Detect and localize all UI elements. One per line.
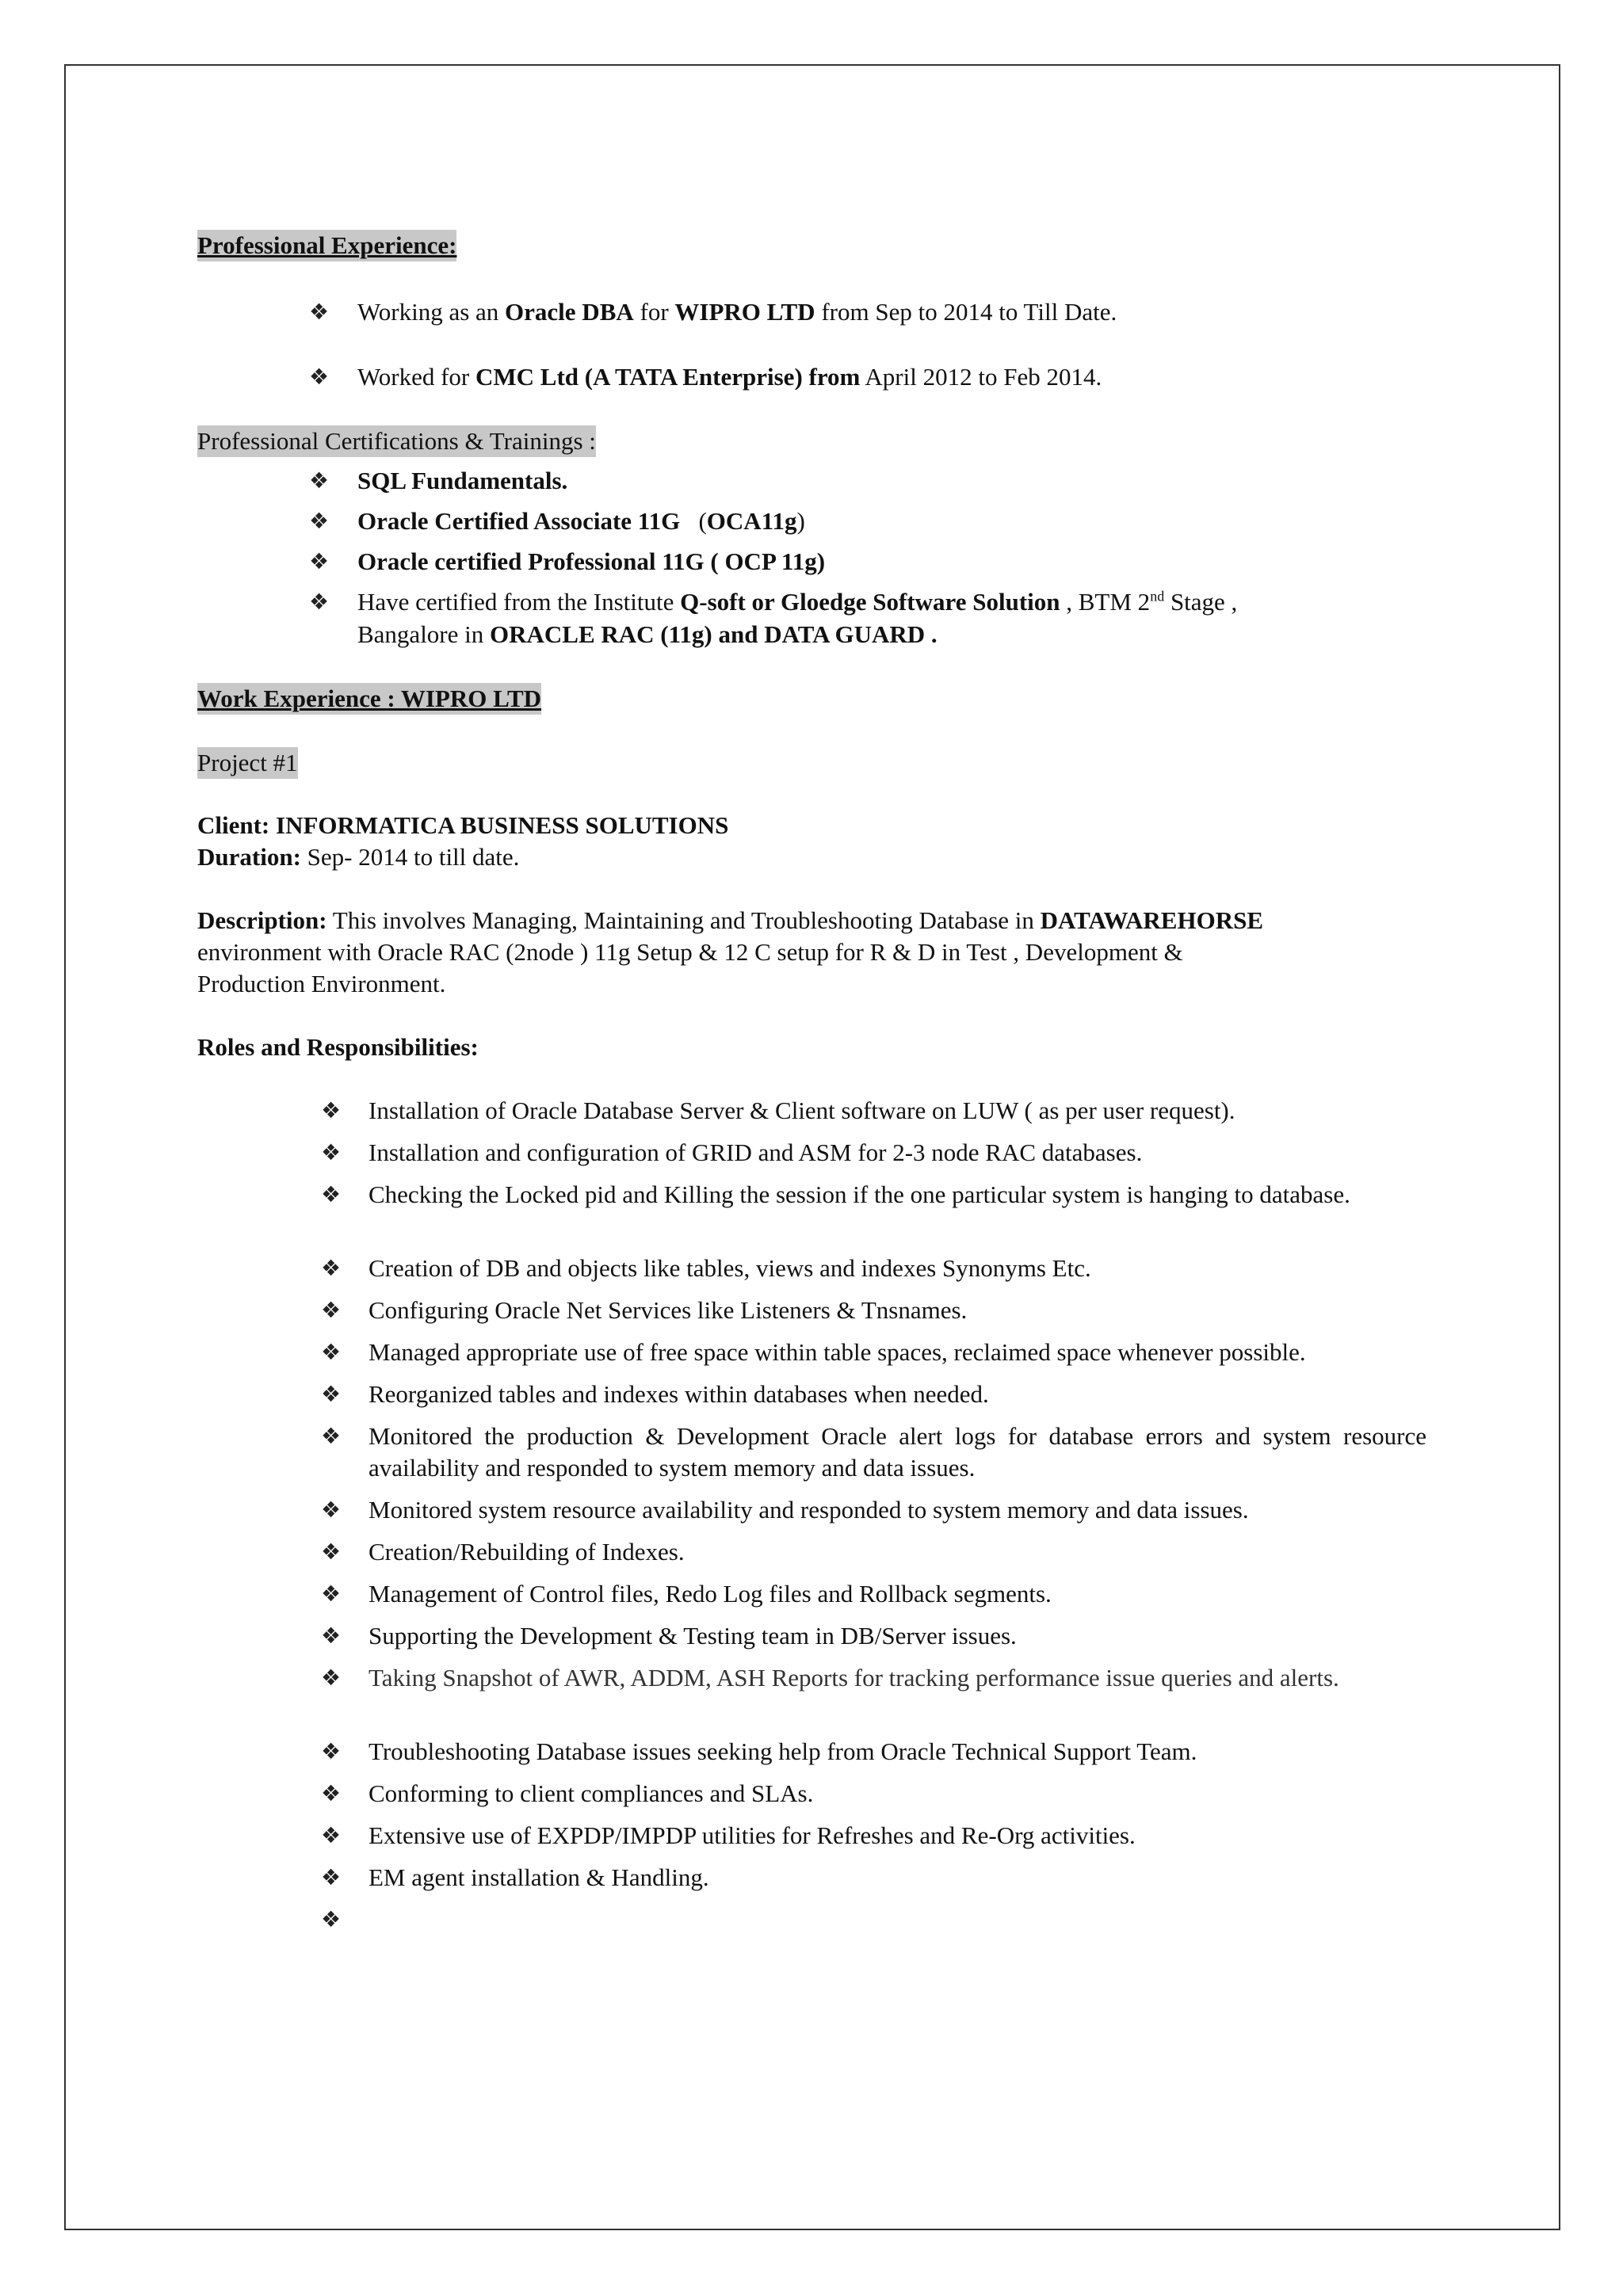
duration-line: Duration: Sep- 2014 to till date. <box>197 843 520 871</box>
cert-item-4-line-2: Bangalore in ORACLE RAC (11g) and DATA GUARD . <box>357 620 938 648</box>
responsibility-item: Monitored system resource availability and responded to system memory and data issues. <box>369 1496 1249 1524</box>
responsibility-item: Checking the Locked pid and Killing the session if the one particular system is hanging to database. <box>369 1180 1350 1208</box>
responsibility-item: Managed appropriate use of free space within table spaces, reclaimed space whenever possible. <box>369 1338 1306 1366</box>
bullet-icon: ❖ <box>309 467 330 494</box>
bullet-icon: ❖ <box>321 1423 342 1449</box>
bullet-icon: ❖ <box>321 1255 342 1281</box>
roles-heading: Roles and Responsibilities: <box>197 1033 479 1061</box>
bullet-icon: ❖ <box>309 508 330 534</box>
cert-item-3: Oracle certified Professional 11G ( OCP 11g) <box>357 547 826 575</box>
responsibility-item: Reorganized tables and indexes within databases when needed. <box>369 1380 989 1408</box>
bullet-icon: ❖ <box>309 589 330 615</box>
responsibility-item: Taking Snapshot of AWR, ADDM, ASH Reports for tracking performance issue queries and alerts. <box>369 1664 1339 1691</box>
cert-item-1: SQL Fundamentals. <box>357 467 568 494</box>
bullet-icon: ❖ <box>309 299 330 325</box>
bullet-icon: ❖ <box>321 1297 342 1323</box>
responsibility-item: Configuring Oracle Net Services like Listeners & Tnsnames. <box>369 1296 968 1324</box>
description-line-2: environment with Oracle RAC (2node ) 11g Setup & 12 C setup for R & D in Test , Development & <box>197 938 1183 966</box>
project-label: Project #1 <box>197 747 298 779</box>
bullet-icon: ❖ <box>309 548 330 574</box>
bullet-icon: ❖ <box>321 1181 342 1207</box>
bullet-icon: ❖ <box>321 1822 342 1848</box>
bullet-icon: ❖ <box>309 364 330 390</box>
bullet-icon: ❖ <box>321 1497 342 1523</box>
cert-item-2: Oracle Certified Associate 11G (OCA11g) <box>357 507 805 535</box>
experience-item-1: Working as an Oracle DBA for WIPRO LTD from Sep to 2014 to Till Date. <box>357 298 1117 326</box>
bullet-icon: ❖ <box>321 1339 342 1365</box>
client-line: Client: INFORMATICA BUSINESS SOLUTIONS <box>197 811 729 839</box>
bullet-icon: ❖ <box>321 1539 342 1565</box>
bullet-icon: ❖ <box>321 1906 342 1932</box>
responsibility-item: EM agent installation & Handling. <box>369 1863 709 1891</box>
description-line-3: Production Environment. <box>197 970 446 997</box>
bullet-icon: ❖ <box>321 1581 342 1607</box>
work-experience-heading: Work Experience : WIPRO LTD <box>197 683 541 715</box>
responsibility-item: Supporting the Development & Testing team in DB/Server issues. <box>369 1622 1017 1650</box>
responsibility-item: Installation of Oracle Database Server & Client software on LUW ( as per user request). <box>369 1097 1235 1124</box>
bullet-icon: ❖ <box>321 1097 342 1123</box>
description-line-1: Description: This involves Managing, Maintaining and Troubleshooting Database in DATAWAREHORSE <box>197 906 1264 934</box>
bullet-icon: ❖ <box>321 1780 342 1806</box>
responsibility-item: Creation/Rebuilding of Indexes. <box>369 1538 685 1566</box>
experience-item-2: Worked for CMC Ltd (A TATA Enterprise) from April 2012 to Feb 2014. <box>357 363 1102 391</box>
responsibility-item: Monitored the production & Development Oracle alert logs for database errors and system resource availability and responded to system memory and data issues. <box>369 1422 1426 1482</box>
responsibility-item: Management of Control files, Redo Log files and Rollback segments. <box>369 1580 1052 1608</box>
responsibility-item: Troubleshooting Database issues seeking help from Oracle Technical Support Team. <box>369 1737 1197 1765</box>
bullet-icon: ❖ <box>321 1665 342 1691</box>
responsibility-item: Installation and configuration of GRID and ASM for 2-3 node RAC databases. <box>369 1138 1143 1166</box>
responsibility-item: Creation of DB and objects like tables, views and indexes Synonyms Etc. <box>369 1254 1091 1282</box>
cert-item-4-line-1: Have certified from the Institute Q-soft or Gloedge Software Solution , BTM 2nd Stage , <box>357 588 1238 616</box>
bullet-icon: ❖ <box>321 1738 342 1764</box>
professional-experience-heading: Professional Experience: <box>197 230 456 261</box>
certifications-heading: Professional Certifications & Trainings : <box>197 425 596 457</box>
responsibility-item: Conforming to client compliances and SLAs. <box>369 1779 814 1807</box>
bullet-icon: ❖ <box>321 1139 342 1165</box>
bullet-icon: ❖ <box>321 1381 342 1407</box>
responsibility-item: Extensive use of EXPDP/IMPDP utilities for Refreshes and Re-Org activities. <box>369 1821 1136 1849</box>
bullet-icon: ❖ <box>321 1864 342 1890</box>
bullet-icon: ❖ <box>321 1623 342 1649</box>
